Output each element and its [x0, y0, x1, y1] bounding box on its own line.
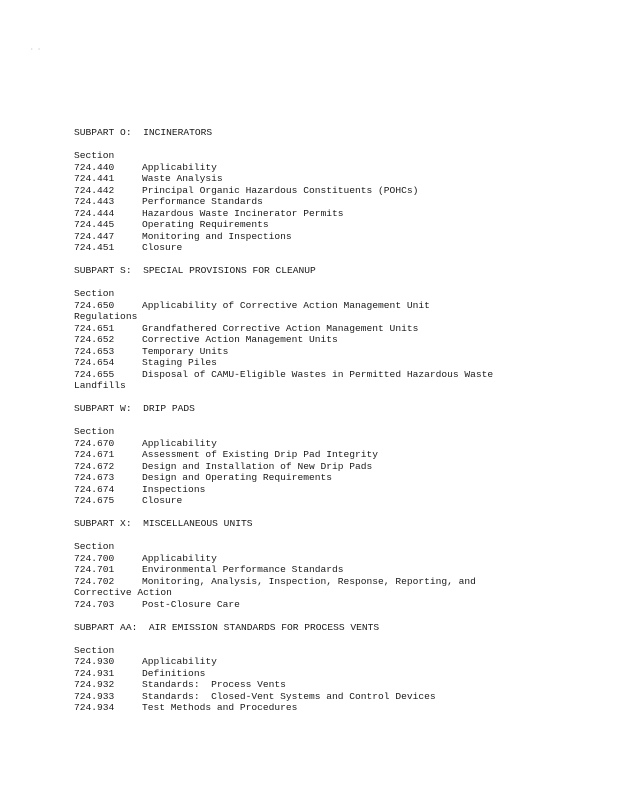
- section-number: 724.447: [74, 230, 115, 242]
- section-entry: [74, 300, 614, 312]
- spacer: [74, 507, 614, 519]
- section-number: 724.671: [74, 449, 115, 460]
- section-title: Environmental Performance Standards: [142, 564, 344, 575]
- subpart-heading: SUBPART W: DRIP PADS: [74, 403, 195, 414]
- subpart-block: [74, 265, 614, 403]
- section-number: 724.654: [74, 357, 115, 368]
- subpart-block: [74, 622, 614, 714]
- section-number: 724.700: [74, 552, 115, 564]
- subpart-heading: SUBPART O: INCINERATORS: [74, 127, 213, 138]
- section-title: Monitoring and Inspections: [142, 230, 292, 242]
- spacer: [74, 530, 614, 542]
- section-entry: [74, 679, 614, 691]
- spacer: [74, 633, 614, 645]
- section-entry: [74, 553, 614, 565]
- section-number: 724.930: [74, 656, 115, 667]
- section-number: 724.931: [74, 667, 115, 679]
- section-entry: [74, 357, 614, 369]
- section-title: Waste Analysis: [142, 173, 223, 184]
- section-label: Section: [74, 644, 115, 656]
- section-number: 724.441: [74, 173, 115, 184]
- section-title: Closure: [142, 242, 183, 253]
- section-number: 724.701: [74, 564, 115, 575]
- section-entry: [74, 702, 614, 714]
- section-title: Closure: [142, 495, 183, 506]
- section-title: Performance Standards: [142, 196, 263, 207]
- section-title: Temporary Units: [142, 345, 229, 357]
- section-entry: [74, 196, 614, 208]
- section-entry: [74, 438, 614, 450]
- section-number: 724.445: [74, 219, 115, 230]
- section-title: Design and Installation of New Drip Pads: [142, 460, 373, 472]
- spacer: [74, 415, 614, 427]
- section-label: Section: [74, 150, 115, 161]
- section-title: Corrective Action Management Units: [142, 334, 338, 345]
- section-number: 724.670: [74, 437, 115, 449]
- section-entry: [74, 495, 614, 507]
- section-entry: [74, 369, 614, 381]
- section-title: Test Methods and Procedures: [142, 702, 298, 713]
- section-title: Inspections: [142, 483, 206, 495]
- section-entry: [74, 461, 614, 473]
- section-number: 724.703: [74, 598, 115, 610]
- section-entry: [74, 231, 614, 243]
- section-entry: [74, 173, 614, 185]
- subpart-heading: SUBPART S: SPECIAL PROVISIONS FOR CLEANUP: [74, 265, 316, 276]
- table-of-contents: [74, 127, 614, 714]
- section-entry: [74, 208, 614, 220]
- section-entry: [74, 691, 614, 703]
- section-number: 724.933: [74, 690, 115, 702]
- section-entry: [74, 219, 614, 231]
- section-label: Section: [74, 541, 115, 552]
- section-title: Disposal of CAMU-Eligible Wastes in Permitted Hazardous Waste: [142, 368, 494, 380]
- section-number: 724.651: [74, 322, 115, 334]
- section-title: Applicability: [142, 656, 217, 667]
- scan-speck: · ·: [30, 46, 41, 53]
- section-title: Applicability: [142, 437, 217, 449]
- section-number: 724.444: [74, 207, 115, 219]
- section-title: Grandfathered Corrective Action Management Units: [142, 322, 419, 334]
- section-entry: [74, 334, 614, 346]
- section-title: Standards: Closed-Vent Systems and Control Devices: [142, 690, 436, 702]
- section-entry: [74, 656, 614, 668]
- section-title: Applicability of Corrective Action Management Unit: [142, 299, 430, 311]
- section-title: Applicability: [142, 161, 217, 173]
- section-entry: [74, 564, 614, 576]
- spacer: [74, 392, 614, 404]
- section-title: Principal Organic Hazardous Constituents (POHCs): [142, 184, 419, 196]
- subpart-heading: SUBPART X: MISCELLANEOUS UNITS: [74, 518, 253, 529]
- section-entry: [74, 346, 614, 358]
- section-number: 724.442: [74, 184, 115, 196]
- subpart-block: [74, 518, 614, 622]
- section-entry: [74, 668, 614, 680]
- section-number: 724.934: [74, 702, 115, 713]
- spacer: [74, 610, 614, 622]
- section-number: 724.675: [74, 495, 115, 506]
- section-number: 724.652: [74, 334, 115, 345]
- section-entry: [74, 484, 614, 496]
- section-entry: [74, 449, 614, 461]
- section-title-continuation: Corrective Action: [74, 587, 172, 598]
- section-entry: [74, 242, 614, 254]
- section-entry: [74, 162, 614, 174]
- section-title: Hazardous Waste Incinerator Permits: [142, 207, 344, 219]
- section-label: Section: [74, 288, 115, 299]
- section-number: 724.672: [74, 460, 115, 472]
- section-number: 724.650: [74, 299, 115, 311]
- section-number: 724.451: [74, 242, 115, 253]
- section-number: 724.673: [74, 472, 115, 483]
- section-title: Definitions: [142, 667, 206, 679]
- spacer: [74, 277, 614, 289]
- section-number: 724.932: [74, 679, 115, 690]
- section-title: Applicability: [142, 552, 217, 564]
- section-number: 724.655: [74, 368, 115, 380]
- section-title-continuation: Landfills: [74, 380, 126, 391]
- section-title: Post-Closure Care: [142, 598, 240, 610]
- section-number: 724.653: [74, 345, 115, 357]
- subpart-block: [74, 127, 614, 265]
- section-title: Design and Operating Requirements: [142, 472, 332, 483]
- section-number: 724.443: [74, 196, 115, 207]
- subpart-heading: SUBPART AA: AIR EMISSION STANDARDS FOR PROCESS VENTS: [74, 621, 380, 633]
- section-number: 724.702: [74, 575, 115, 587]
- section-label: Section: [74, 426, 115, 437]
- section-entry: [74, 323, 614, 335]
- section-title-continuation: Regulations: [74, 311, 138, 322]
- spacer: [74, 254, 614, 266]
- section-number: 724.674: [74, 483, 115, 495]
- section-title: Monitoring, Analysis, Inspection, Response, Reporting, and: [142, 575, 476, 587]
- section-title: Assessment of Existing Drip Pad Integrity: [142, 449, 379, 460]
- subpart-block: [74, 403, 614, 518]
- section-title: Staging Piles: [142, 357, 217, 368]
- section-title: Standards: Process Vents: [142, 679, 286, 690]
- section-entry: [74, 576, 614, 588]
- section-number: 724.440: [74, 161, 115, 173]
- section-entry: [74, 185, 614, 197]
- section-entry: [74, 472, 614, 484]
- spacer: [74, 139, 614, 151]
- section-title: Operating Requirements: [142, 219, 269, 230]
- section-entry: [74, 599, 614, 611]
